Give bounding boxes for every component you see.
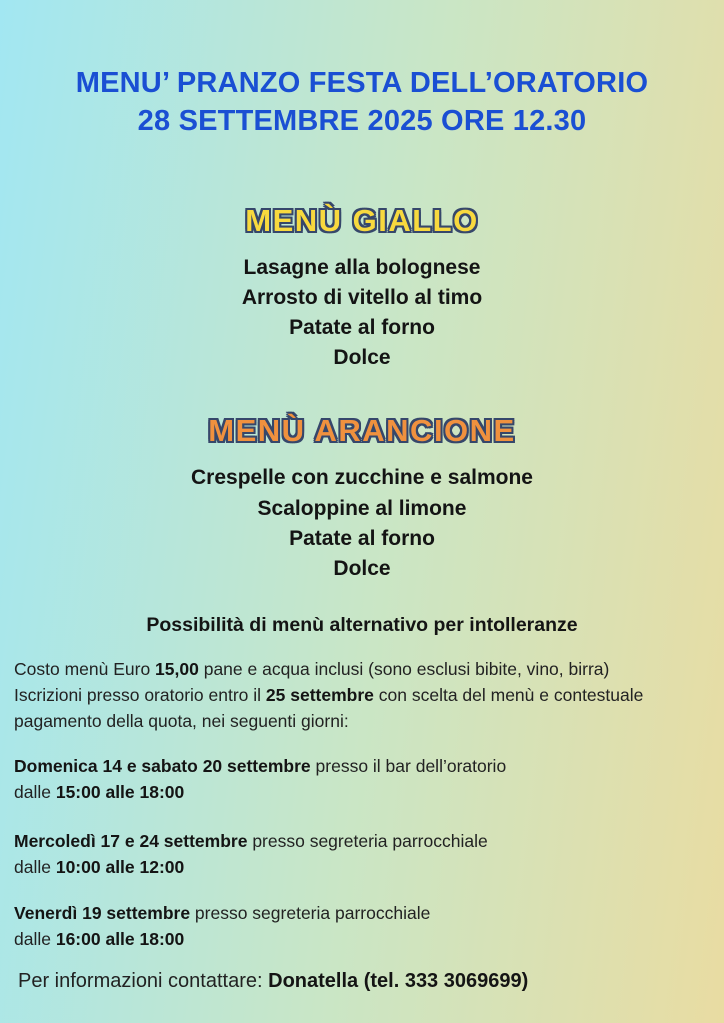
menu-item: Scaloppine al limone <box>257 496 467 520</box>
menu-giallo-heading: MENÙ GIALLO <box>245 202 479 238</box>
poster-title <box>30 64 694 141</box>
menu-item: Arrosto di vitello al timo <box>241 285 483 309</box>
menu-arancione-items <box>0 463 724 584</box>
menu-item: Dolce <box>333 346 391 370</box>
cost-text: Costo menù Euro <box>14 659 156 680</box>
schedule-days: Domenica 14 e sabato 20 settembre <box>14 756 311 777</box>
registration-deadline: 25 settembre <box>265 685 374 706</box>
schedule-days: Mercoledì 17 e 24 settembre <box>14 830 248 851</box>
contact-name-phone: Donatella (tel. 333 3069699) <box>268 970 529 993</box>
cost-text-rest: pane e acqua inclusi (sono esclusi bibite, vino, birra) <box>198 659 610 680</box>
menu-item: Crespelle con zucchine e salmone <box>191 466 533 490</box>
menu-item: Lasagne alla bolognese <box>243 255 481 279</box>
schedule-time: 10:00 alle 12:00 <box>55 856 185 877</box>
cost-price: 15,00 <box>155 659 199 680</box>
poster-title-line1: MENU’ PRANZO FESTA DELL’ORATORIO <box>75 67 649 99</box>
poster-title-line2: 28 SETTEMBRE 2025 ORE 12.30 <box>137 105 587 138</box>
contact-prefix: Per informazioni contattare: <box>18 970 269 993</box>
menu-item: Dolce <box>333 557 391 581</box>
menu-giallo-items <box>0 253 724 374</box>
contact-line <box>18 970 710 993</box>
menu-arancione-heading: MENÙ ARANCIONE <box>208 413 516 449</box>
schedule-place: presso il bar dell’oratorio <box>310 756 507 777</box>
schedule-block-2 <box>14 829 710 881</box>
schedule-place: presso segreteria parrocchiale <box>247 830 488 851</box>
menu-giallo-section <box>0 203 724 374</box>
schedule-time: 16:00 alle 18:00 <box>55 928 185 949</box>
menu-item: Patate al forno <box>289 526 435 550</box>
allergy-note: Possibilità di menù alternativo per intolleranze <box>146 614 578 637</box>
menu-item: Patate al forno <box>289 316 435 339</box>
schedule-time-line <box>14 780 710 806</box>
schedule-time-prefix: dalle <box>14 928 56 949</box>
schedule-block-1 <box>14 754 710 806</box>
registration-text: Iscrizioni presso oratorio entro il <box>14 685 266 706</box>
schedule-days-line <box>14 901 710 927</box>
schedule-place: presso segreteria parrocchiale <box>190 902 431 923</box>
schedule-time: 15:00 alle 18:00 <box>55 781 185 802</box>
cost-and-registration-paragraph <box>14 657 710 735</box>
menu-arancione-section <box>0 413 724 584</box>
schedule-days-line <box>14 829 710 855</box>
schedule-time-prefix: dalle <box>14 781 56 802</box>
schedule-time-prefix: dalle <box>14 856 56 877</box>
registration-text-rest: con scelta del menù e contestuale pagamento della quota, nei seguenti giorni: <box>14 685 644 732</box>
schedule-time-line <box>14 927 710 953</box>
schedule-days-line <box>14 754 710 780</box>
schedule-days: Venerdì 19 settembre <box>14 902 191 923</box>
schedule-time-line <box>14 855 710 881</box>
schedule-block-3 <box>14 901 710 953</box>
